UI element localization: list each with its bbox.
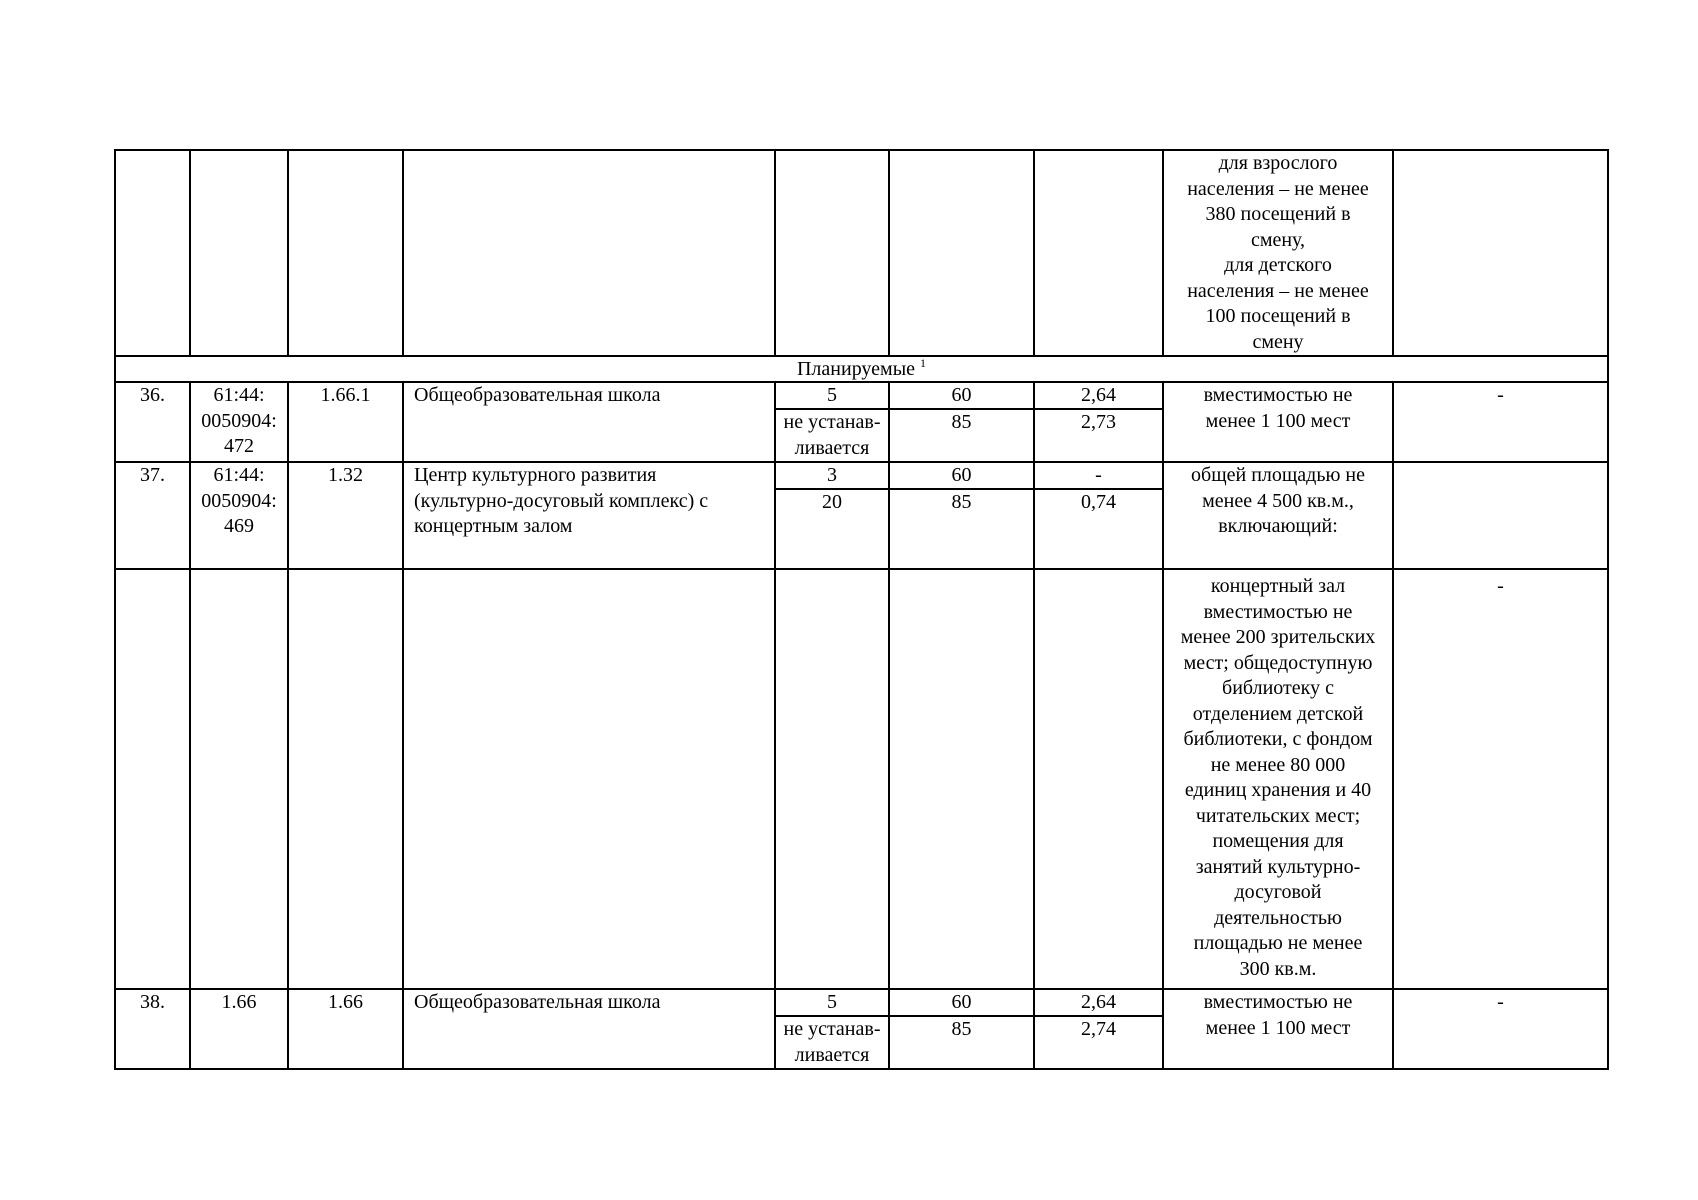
sub-value: - [1095, 464, 1102, 486]
row-number: 38. [115, 989, 190, 1069]
requirement-cell: вместимостью не менее 1 100 мест [1163, 382, 1393, 462]
sub-value: 2,73 [1035, 408, 1162, 435]
sub-value: 60 [951, 384, 972, 406]
note-cell: - [1393, 569, 1608, 989]
sub-value: 2,74 [1035, 1015, 1162, 1042]
cadastral-number: 1.66 [190, 989, 288, 1069]
table-cell [115, 150, 190, 356]
table-row [115, 382, 1608, 462]
parameter-a-cell [775, 989, 889, 1069]
table-cell [775, 150, 889, 356]
table-cell [1034, 150, 1163, 356]
object-name: Общеобразовательная школа [403, 382, 775, 462]
sub-value: 2,64 [1081, 991, 1116, 1013]
requirement-cell: общей площадью не менее 4 500 кв.м., включающий: [1163, 462, 1393, 569]
zone-code: 1.32 [288, 462, 403, 569]
zone-code: 1.66 [288, 989, 403, 1069]
table-row [115, 462, 1608, 569]
parameter-c-cell [1034, 989, 1163, 1069]
note-cell: - [1393, 382, 1608, 462]
parameter-b-cell [889, 462, 1034, 569]
parameter-c-cell [1034, 382, 1163, 462]
object-name: Центр культурного развития (культурно-досуговый комплекс) с концертным залом [403, 462, 775, 569]
table-cell [775, 569, 889, 989]
table-cell [889, 569, 1034, 989]
note-cell: - [1393, 989, 1608, 1069]
sub-value: 0,74 [1035, 488, 1162, 515]
sub-value: 85 [890, 488, 1033, 515]
table-cell [889, 150, 1034, 356]
table-cell [288, 150, 403, 356]
table-cell [403, 569, 775, 989]
parameter-c-cell [1034, 462, 1163, 569]
requirement-cell: концертный зал вместимостью не менее 200 зрительских мест; общедоступную библиотеку с отделением детской библиотеки, с фондом не менее 80 000 единиц хранения и 40 читательских мест; помещения для занятий культурно- досуговой деятельностью площадью не менее 300 кв.м. [1163, 569, 1393, 989]
parameter-b-cell [889, 382, 1034, 462]
cadastral-number: 61:44: 0050904: 469 [190, 462, 288, 569]
sub-value: 3 [827, 464, 837, 486]
row-number: 37. [115, 462, 190, 569]
table-cell [190, 569, 288, 989]
parameter-a-cell [775, 382, 889, 462]
section-row [115, 356, 1608, 382]
table-cell [403, 150, 775, 356]
table-cell [115, 569, 190, 989]
object-name: Общеобразовательная школа [403, 989, 775, 1069]
row-number: 36. [115, 382, 190, 462]
sub-value: 85 [890, 1015, 1033, 1042]
sub-value: 60 [951, 991, 972, 1013]
cadastral-number: 61:44: 0050904: 472 [190, 382, 288, 462]
parameter-a-cell [775, 462, 889, 569]
sub-value: 20 [776, 488, 888, 515]
section-label: Планируемые [796, 358, 916, 380]
requirement-cell: вместимостью не менее 1 100 мест [1163, 989, 1393, 1069]
sub-value: 2,64 [1081, 384, 1116, 406]
section-header [115, 356, 1608, 382]
footnote-marker: 1 [920, 356, 927, 370]
parameter-b-cell [889, 989, 1034, 1069]
sub-value: 5 [827, 991, 837, 1013]
sub-value: 85 [890, 408, 1033, 435]
planning-table [114, 149, 1609, 1070]
sub-value: 60 [951, 464, 972, 486]
table-cell [1393, 150, 1608, 356]
table-row [115, 989, 1608, 1069]
sub-value: не устанав- ливается [776, 1015, 888, 1068]
sub-value: 5 [827, 384, 837, 406]
table-cell [190, 150, 288, 356]
table-cell [1034, 569, 1163, 989]
note-cell [1393, 462, 1608, 569]
zone-code: 1.66.1 [288, 382, 403, 462]
continuation-row [115, 150, 1608, 356]
requirement-cell: для взрослого населения – не менее 380 посещений в смену, для детского населения – не менее 100 посещений в смену [1163, 150, 1393, 356]
table-cell [288, 569, 403, 989]
sub-value: не устанав- ливается [776, 408, 888, 461]
table-row [115, 569, 1608, 989]
